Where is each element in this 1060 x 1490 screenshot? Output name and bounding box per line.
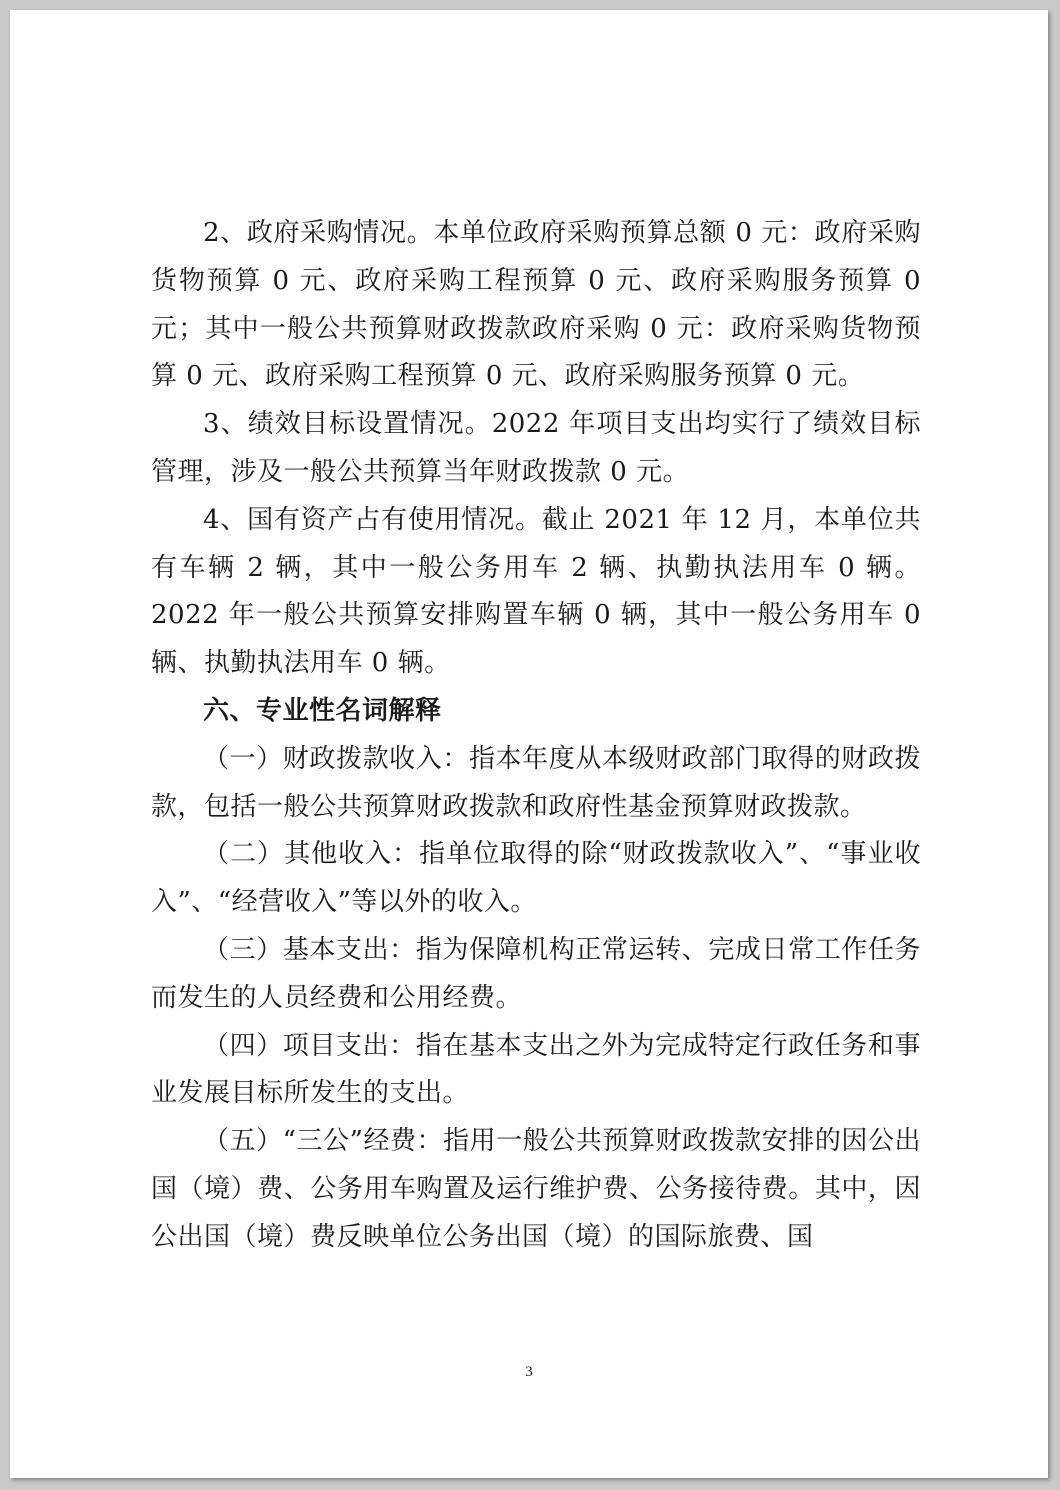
definition-other-income: （二）其他收入：指单位取得的除“财政拨款收入”、“事业收入”、“经营收入”等以外的收入。 — [151, 839, 921, 918]
paragraph-state-assets: 4、国有资产占有使用情况。截止 2021 年 12 月，本单位共有车辆 2 辆，其中一般公务用车 2 辆、执勤执法用车 0 辆。2022 年一般公共预算安排购置车辆 0 辆，其中一般公务用车 0 辆、执勤执法用车 0 辆。 — [151, 504, 921, 679]
definition-project-expenditure: （四）项目支出：指在基本支出之外为完成特定行政任务和事业发展目标所发生的支出。 — [151, 1030, 921, 1109]
definition-fiscal-allocation-income: （一）财政拨款收入：指本年度从本级财政部门取得的财政拨款，包括一般公共预算财政拨款和政府性基金预算财政拨款。 — [151, 743, 921, 822]
paragraph-performance-targets: 3、绩效目标设置情况。2022 年项目支出均实行了绩效目标管理，涉及一般公共预算当年财政拨款 0 元。 — [151, 409, 921, 487]
page-body — [151, 210, 921, 1262]
paragraph-government-procurement: 2、政府采购情况。本单位政府采购预算总额 0 元：政府采购货物预算 0 元、政府采购工程预算 0 元、政府采购服务预算 0 元；其中一般公共预算财政拨款政府采购 0 元：政府采购货物预算 0 元、政府采购工程预算 0 元、政府采购服务预算 0 元。 — [151, 218, 921, 392]
document-page — [10, 10, 1048, 1478]
definition-three-public-expenses: （五）“三公”经费：指用一般公共预算财政拨款安排的因公出国（境）费、公务用车购置及运行维护费、公务接待费。其中，因公出国（境）费反映单位公务出国（境）的国际旅费、国 — [151, 1126, 921, 1252]
page-number: 3 — [525, 1364, 533, 1380]
definition-basic-expenditure: （三）基本支出：指为保障机构正常运转、完成日常工作任务而发生的人员经费和公用经费。 — [151, 934, 921, 1013]
section-heading: 六、专业性名词解释 — [203, 695, 442, 726]
